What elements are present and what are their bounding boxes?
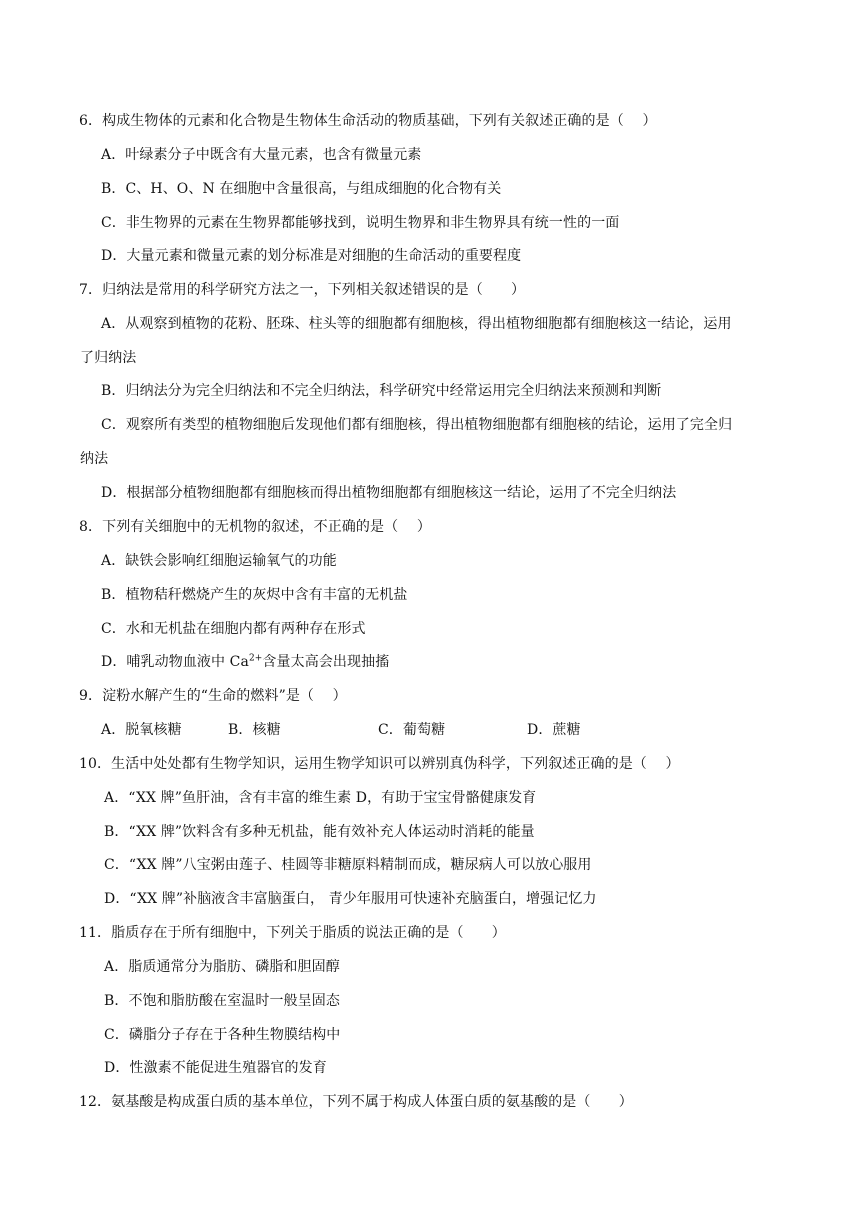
question-6-option-c: C．非生物界的元素在生物界都能够找到，说明生物界和非生物界具有统一性的一面 [101,215,620,231]
question-9-stem: 9．淀粉水解产生的“生命的燃料”是（ ） [79,688,347,704]
question-6-option-b: B．C、H、O、N 在细胞中含量很高，与组成细胞的化合物有关 [101,181,502,197]
question-10-option-b: B．“XX 牌”饮料含有多种无机盐，能有效补充人体运动时消耗的能量 [104,824,535,840]
question-7-stem: 7．归纳法是常用的科学研究方法之一，下列相关叙述错误的是（ ） [79,282,526,298]
question-12-stem: 12．氨基酸是构成蛋白质的基本单位，下列不属于构成人体蛋白质的氨基酸的是（ ） [79,1094,633,1110]
question-8-option-d-prefix: D．哺乳动物血液中 Ca [101,654,249,670]
question-6-option-a: A．叶绿素分子中既含有大量元素，也含有微量元素 [101,147,422,163]
question-8-option-a: A．缺铁会影响红细胞运输氧气的功能 [101,553,337,569]
question-8-stem: 8．下列有关细胞中的无机物的叙述，不正确的是（ ） [79,519,431,535]
question-7-option-b: B．归纳法分为完全归纳法和不完全归纳法，科学研究中经常运用完全归纳法来预测和判断 [101,383,662,399]
question-6-stem: 6．构成生物体的元素和化合物是生物体生命活动的物质基础，下列有关叙述正确的是（ ） [79,113,657,129]
question-7-option-c-continued: 纳法 [80,451,109,467]
question-8-option-d-suffix: 含量太高会出现抽搐 [262,654,390,670]
calcium-charge-superscript: 2+ [248,653,263,664]
question-11-option-c: C．磷脂分子存在于各种生物膜结构中 [104,1027,341,1043]
question-11-option-d: D．性激素不能促进生殖器官的发育 [104,1060,327,1076]
question-6-option-d: D．大量元素和微量元素的划分标准是对细胞的生命活动的重要程度 [101,248,522,264]
question-10-option-c: C．“XX 牌”八宝粥由莲子、桂圆等非糖原料精制而成，糖尿病人可以放心服用 [104,857,592,873]
question-7-option-d: D．根据部分植物细胞都有细胞核而得出植物细胞都有细胞核这一结论，运用了不完全归纳法 [101,485,677,501]
question-9-option-b: B．核糖 [228,722,281,738]
question-9-option-d: D．蔗糖 [527,722,581,738]
question-8-option-b: B．植物秸秆燃烧产生的灰烬中含有丰富的无机盐 [101,587,408,603]
question-11-stem: 11．脂质存在于所有细胞中，下列关于脂质的说法正确的是（ ） [79,925,506,941]
question-10-option-d: D．“XX 牌”补脑液含丰富脑蛋白， 青少年服用可快速补充脑蛋白，增强记忆力 [104,891,597,907]
question-7-option-a: A．从观察到植物的花粉、胚珠、柱头等的细胞都有细胞核，得出植物细胞都有细胞核这一结论，运用 [101,316,732,332]
question-10-stem: 10．生活中处处都有生物学知识，运用生物学知识可以辨别真伪科学，下列叙述正确的是（ ） [79,756,680,772]
question-9-option-a: A．脱氧核糖 [101,722,182,738]
question-7-option-a-continued: 了归纳法 [80,350,137,366]
question-11-option-a: A．脂质通常分为脂肪、磷脂和胆固醇 [104,959,340,975]
question-10-option-a: A．“XX 牌”鱼肝油，含有丰富的维生素 D，有助于宝宝骨骼健康发育 [104,790,537,806]
question-8-option-d [101,653,389,671]
question-9-option-c: C．葡萄糖 [378,722,446,738]
question-7-option-c: C．观察所有类型的植物细胞后发现他们都有细胞核，得出植物细胞都有细胞核的结论，运用了完全归 [101,417,733,433]
question-8-option-c: C．水和无机盐在细胞内都有两种存在形式 [101,621,366,637]
question-11-option-b: B．不饱和脂肪酸在室温时一般呈固态 [104,993,340,1009]
